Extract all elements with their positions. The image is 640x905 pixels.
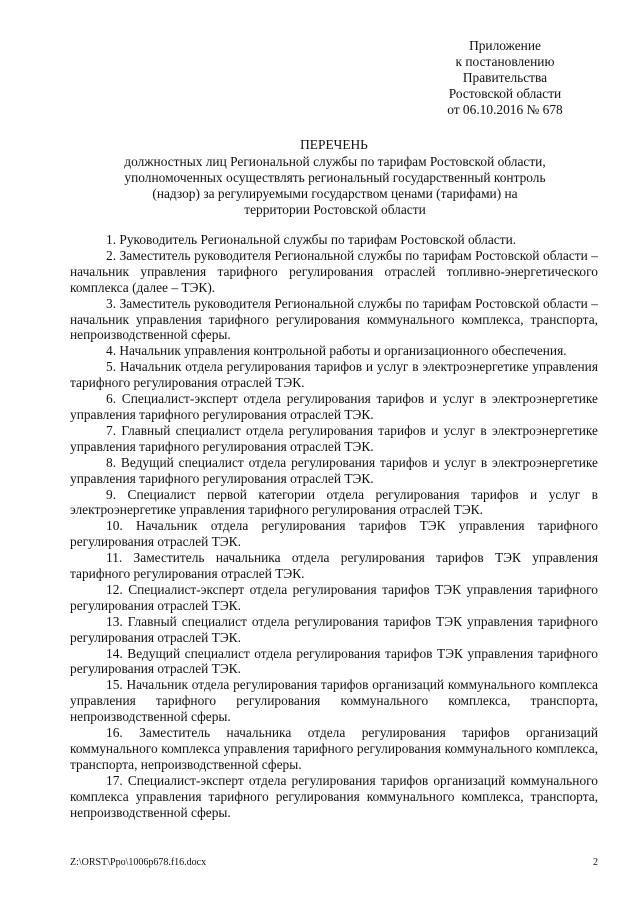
list-item: 14. Ведущий специалист отдела регулирования тарифов ТЭК управления тарифного регулирования отраслей ТЭК. xyxy=(70,645,598,677)
document-subtitle: должностных лиц Региональной службы по тарифам Ростовской области, уполномоченных осуществлять региональный государственный контроль (надзор) за регулируемыми государством ценами (тарифами) на территории Ростовской области xyxy=(124,154,546,217)
list-item: 8. Ведущий специалист отдела регулирования тарифов и услуг в электроэнергетике управления тарифного регулирования отраслей ТЭК. xyxy=(70,454,598,486)
list-item: 10. Начальник отдела регулирования тарифов ТЭК управления тарифного регулирования отраслей ТЭК. xyxy=(70,518,598,550)
document-title: ПЕРЕЧЕНЬ xyxy=(300,137,368,152)
page-footer xyxy=(70,857,598,869)
list-item: 12. Специалист-эксперт отдела регулирования тарифов ТЭК управления тарифного регулирования отраслей ТЭК. xyxy=(70,581,598,613)
appendix-line: Приложение xyxy=(469,38,541,53)
list-item: 2. Заместитель руководителя Региональной службы по тарифам Ростовской области – начальник управления тарифного регулирования отраслей топливно-энергетического комплекса (далее – ТЭК). xyxy=(70,247,598,295)
list-item: 3. Заместитель руководителя Региональной службы по тарифам Ростовской области – начальник управления тарифного регулирования коммунального комплекса, транспорта, непроизводственной сферы. xyxy=(70,295,598,343)
page-number: 2 xyxy=(593,857,598,868)
list-item: 5. Начальник отдела регулирования тарифов и услуг в электроэнергетике управления тарифного регулирования отраслей ТЭК. xyxy=(70,359,598,391)
list-item: 17. Специалист-эксперт отдела регулирования тарифов организаций коммунального комплекса управления тарифного регулирования коммунального комплекса, транспорта, непроизводственной сферы. xyxy=(70,772,598,820)
list-item: 7. Главный специалист отдела регулирования тарифов и услуг в электроэнергетике управления тарифного регулирования отраслей ТЭК. xyxy=(70,422,598,454)
appendix-line: Ростовской области xyxy=(448,86,562,101)
list-item: 15. Начальник отдела регулирования тарифов организаций коммунального комплекса управления тарифного регулирования коммунального комплекса, транспорта, непроизводственной сферы. xyxy=(70,677,598,725)
list-item: 4. Начальник управления контрольной работы и организационного обеспечения. xyxy=(106,343,567,359)
list-item: 1. Руководитель Региональной службы по тарифам Ростовской области. xyxy=(106,232,517,247)
list-item: 6. Специалист-эксперт отдела регулирования тарифов и услуг в электроэнергетике управления тарифного регулирования отраслей ТЭК. xyxy=(70,391,598,422)
appendix-block xyxy=(412,38,598,118)
list-item: 16. Заместитель начальника отдела регулирования тарифов организаций коммунального комплекса управления тарифного регулирования коммунального комплекса, транспорта, непроизводственной сферы. xyxy=(70,725,598,772)
appendix-line: от 06.10.2016 № 678 xyxy=(447,102,563,117)
list-item: 11. Заместитель начальника отдела регулирования тарифов ТЭК управления тарифного регулирования отраслей ТЭК. xyxy=(70,550,598,582)
list-item: 13. Главный специалист отдела регулирования тарифов ТЭК управления тарифного регулирования отраслей ТЭК. xyxy=(70,613,598,645)
list-item: 9. Специалист первой категории отдела регулирования тарифов и услуг в электроэнергетике управления тарифного регулирования отраслей ТЭК. xyxy=(70,486,598,518)
appendix-line: Правительства xyxy=(462,70,548,85)
file-path: Z:\ORST\Ppo\1006p678.f16.docx xyxy=(70,857,207,868)
officials-list xyxy=(70,232,598,821)
appendix-line: к постановлению xyxy=(455,54,555,69)
